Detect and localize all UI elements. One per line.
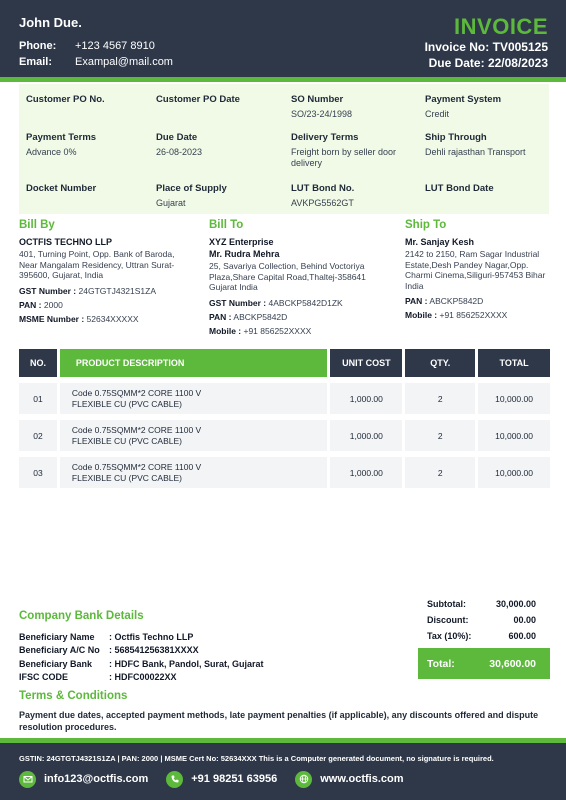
cell-qty: 2 (405, 383, 475, 414)
desc-line-1: Code 0.75SQMM*2 CORE 1100 V (71, 461, 202, 472)
total-value: 30,600.00 (489, 657, 536, 670)
cell-total: 10,000.00 (478, 420, 550, 451)
tax-label: Tax (10%): (427, 631, 472, 641)
info-customer-po-no (26, 94, 146, 109)
info-lut-bond-no (291, 183, 416, 209)
phone-icon (166, 771, 183, 788)
bill-to-mobile (209, 326, 389, 337)
info-label: Ship Through (425, 132, 487, 143)
cell-unit-cost: 1,000.00 (330, 383, 402, 414)
globe-icon (295, 771, 312, 788)
info-value: 26-08-2023 (156, 147, 203, 157)
invoice-no-value: TV005125 (492, 40, 548, 54)
info-payment-system (425, 94, 545, 120)
cell-total: 10,000.00 (478, 457, 550, 488)
desc-line-1: Code 0.75SQMM*2 CORE 1100 V (71, 424, 202, 435)
footer-email[interactable] (19, 771, 148, 788)
info-label: Payment Terms (26, 132, 97, 143)
tax-value: 600.00 (508, 631, 536, 641)
bill-by-address: 401, Turning Point, Opp. Bank of Baroda, Near Mangalam Residency, Uttran Surat-395600, Gujarat, India (19, 249, 175, 280)
info-value: Dehli rajasthan Transport (425, 147, 526, 157)
col-header-description: PRODUCT DESCRIPTION (60, 349, 328, 377)
invoice-header (0, 0, 566, 77)
cell-description (60, 383, 328, 414)
ship-to-heading: Ship To (405, 219, 447, 231)
table-row (19, 383, 550, 414)
items-table (19, 349, 550, 488)
footer-phone[interactable] (166, 771, 277, 788)
info-label: Customer PO No. (26, 94, 105, 105)
mobile-value: +91 856252XXXX (243, 325, 312, 336)
cell-qty: 2 (405, 457, 475, 488)
info-label: Due Date (156, 132, 198, 143)
footer-website-text: www.octfis.com (320, 773, 404, 785)
info-delivery-terms (291, 132, 401, 169)
mobile-label: Mobile : (405, 310, 438, 320)
invoice-meta (425, 39, 548, 71)
ship-to-mobile (405, 310, 551, 321)
phone-label: Phone: (19, 40, 57, 52)
cell-total: 10,000.00 (478, 383, 550, 414)
col-header-qty: QTY. (405, 349, 475, 377)
pan-label: PAN : (19, 299, 42, 310)
bank-value: : Octfis Techno LLP (109, 631, 194, 642)
desc-line-2: FLEXIBLE CU (PVC CABLE) (71, 435, 182, 446)
total-label: Total: (427, 657, 455, 670)
due-date-value: 22/08/2023 (487, 56, 548, 70)
cell-no: 03 (19, 457, 57, 488)
info-label: Payment System (425, 94, 502, 105)
info-value: Advance 0% (26, 147, 77, 157)
info-value: Gujarat (156, 198, 186, 208)
ship-to-pan (405, 296, 551, 307)
info-value: Credit (425, 109, 450, 119)
bill-by-gst (19, 286, 189, 297)
bill-to-pan (209, 312, 389, 323)
sender-contact (19, 38, 173, 70)
msme-label: MSME Number : (19, 313, 85, 324)
cell-no: 02 (19, 420, 57, 451)
footer-note: GSTIN: 24GTGTJ4321S1ZA | PAN: 2000 | MSME Cert No: 52634XXX This is a Computer generated document, no signature is required. (19, 754, 494, 763)
table-row (19, 420, 550, 451)
info-value: Freight born by seller door delivery (291, 147, 397, 168)
info-place-of-supply (156, 183, 281, 209)
info-label: Docket Number (26, 183, 97, 194)
pan-value: ABCKP5842D (233, 311, 288, 322)
bank-row (19, 671, 264, 685)
gst-label: GST Number : (19, 285, 77, 296)
bank-label: Beneficiary Bank (19, 658, 93, 669)
header-accent-strip (0, 77, 566, 82)
info-value: AVKPG5562GT (291, 198, 354, 208)
bill-to-name: Mr. Rudra Mehra (209, 249, 280, 259)
sender-name: John Due. (19, 15, 82, 30)
info-label: Customer PO Date (156, 94, 240, 105)
bill-by-pan (19, 300, 189, 311)
cell-qty: 2 (405, 420, 475, 451)
grand-total-row (418, 648, 550, 679)
bill-by-name: OCTFIS TECHNO LLP (19, 237, 112, 247)
bank-value: : 568541256381XXXX (109, 645, 199, 656)
info-label: SO Number (291, 94, 344, 105)
bank-label: IFSC CODE (19, 672, 69, 683)
mail-icon (19, 771, 36, 788)
bill-to-heading: Bill To (209, 219, 244, 231)
bank-row (19, 657, 264, 671)
cell-description (60, 420, 328, 451)
ship-to-address: 2142 to 2150, Ram Sagar Industrial Estate,Desh Pandey Nagar,Opp. Charmi Cinema,Siliguri-957453 Bihar India (405, 249, 546, 291)
col-header-unit-cost: UNIT COST (330, 349, 402, 377)
desc-line-2: FLEXIBLE CU (PVC CABLE) (71, 472, 182, 483)
col-header-total: TOTAL (478, 349, 550, 377)
email-label: Email: (19, 56, 53, 68)
cell-unit-cost: 1,000.00 (330, 457, 402, 488)
info-customer-po-date (156, 94, 281, 109)
info-docket-number (26, 183, 146, 198)
subtotal-row (418, 596, 550, 612)
invoice-no-label: Invoice No: (424, 40, 490, 54)
gst-value: 4ABCKP5842D1ZK (268, 297, 343, 308)
cell-unit-cost: 1,000.00 (330, 420, 402, 451)
terms-text: Payment due dates, accepted payment methods, late payment penalties (if applicable), any discounts offered and dispute resolution procedures. (19, 710, 539, 732)
due-date-label: Due Date: (428, 56, 485, 70)
ship-to-name: Mr. Sanjay Kesh (405, 237, 475, 247)
info-label: LUT Bond Date (425, 183, 494, 194)
bank-label: Beneficiary Name (19, 631, 95, 642)
invoice-title: INVOICE (454, 14, 548, 39)
ship-to-section (405, 219, 551, 324)
col-header-no: NO. (19, 349, 57, 377)
mobile-value: +91 856252XXXX (439, 310, 508, 320)
phone-value: +123 4567 8910 (75, 40, 155, 52)
bill-by-section (19, 219, 189, 328)
invoice-footer (0, 743, 566, 800)
pan-value: 2000 (43, 299, 63, 310)
cell-no: 01 (19, 383, 57, 414)
bank-heading: Company Bank Details (19, 610, 144, 622)
bill-by-heading: Bill By (19, 219, 55, 231)
info-value: SO/23-24/1998 (291, 109, 353, 119)
bill-to-company: XYZ Enterprise (209, 237, 274, 247)
footer-website[interactable] (295, 771, 403, 788)
info-label: Delivery Terms (291, 132, 359, 143)
desc-line-2: FLEXIBLE CU (PVC CABLE) (71, 398, 182, 409)
discount-label: Discount: (427, 615, 469, 625)
info-ship-through (425, 132, 547, 158)
pan-label: PAN : (405, 296, 428, 306)
bank-details (19, 610, 264, 684)
pan-label: PAN : (209, 311, 232, 322)
info-payment-terms (26, 132, 146, 158)
tax-row (418, 628, 550, 644)
discount-row (418, 612, 550, 628)
subtotal-value: 30,000.00 (495, 599, 536, 609)
bill-to-address: 25, Savariya Collection, Behind Voctoriya Plaza,Share Capital Road,Thaltej-358641 Gujarat India (209, 261, 366, 292)
bank-label: Beneficiary A/C No (19, 645, 100, 656)
mobile-label: Mobile : (209, 325, 242, 336)
cell-description (60, 457, 328, 488)
desc-line-1: Code 0.75SQMM*2 CORE 1100 V (71, 387, 202, 398)
bank-value: : HDFC00022XX (109, 672, 177, 683)
order-info-panel (19, 84, 549, 214)
totals-panel (418, 596, 550, 679)
info-lut-bond-date (425, 183, 545, 198)
pan-value: ABCKP5842D (429, 296, 484, 306)
gst-label: GST Number : (209, 297, 267, 308)
info-so-number (291, 94, 416, 120)
terms-heading: Terms & Conditions (19, 690, 128, 702)
table-header-row (19, 349, 550, 377)
bank-row (19, 630, 264, 644)
table-row (19, 457, 550, 488)
info-label: Place of Supply (156, 183, 227, 194)
email-value: Exampal@mail.com (75, 56, 173, 68)
terms-section (19, 690, 549, 733)
msme-value: 52634XXXXX (86, 313, 139, 324)
bill-to-gst (209, 298, 389, 309)
bank-value: : HDFC Bank, Pandol, Surat, Gujarat (109, 658, 264, 669)
discount-value: 00.00 (513, 615, 536, 625)
info-label: LUT Bond No. (291, 183, 355, 194)
footer-contacts (19, 769, 422, 789)
footer-email-text: info123@octfis.com (44, 773, 149, 785)
bank-row (19, 644, 264, 658)
gst-value: 24GTGTJ4321S1ZA (78, 285, 157, 296)
bill-by-msme (19, 314, 189, 325)
info-due-date (156, 132, 281, 158)
footer-phone-text: +91 98251 63956 (191, 773, 278, 785)
bill-to-section (209, 219, 389, 340)
subtotal-label: Subtotal: (427, 599, 466, 609)
